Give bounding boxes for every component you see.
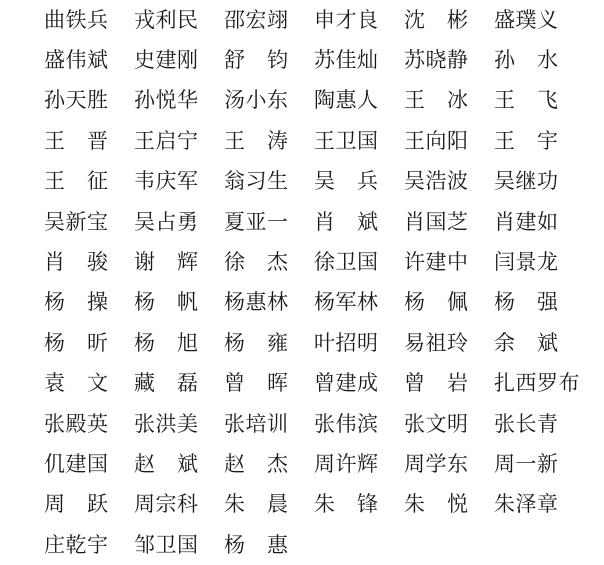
name-entry: 杨 操 bbox=[44, 290, 109, 315]
name-entry: 苏晓静 bbox=[404, 48, 469, 73]
name-entry: 王 冰 bbox=[404, 88, 469, 113]
name-entry: 杨 惠 bbox=[224, 532, 289, 557]
name-entry: 藏 磊 bbox=[134, 371, 199, 396]
name-entry: 朱 悦 bbox=[404, 492, 469, 517]
name-entry: 易祖玲 bbox=[404, 330, 469, 355]
name-entry: 张文明 bbox=[404, 411, 469, 436]
name-entry: 史建刚 bbox=[134, 48, 199, 73]
name-entry: 王向阳 bbox=[404, 128, 469, 153]
name-entry: 张洪美 bbox=[134, 411, 199, 436]
name-entry: 曾建成 bbox=[314, 371, 379, 396]
name-entry: 翁习生 bbox=[224, 169, 289, 194]
name-entry: 曾 晖 bbox=[224, 371, 289, 396]
name-entry: 陶惠人 bbox=[314, 88, 379, 113]
name-entry: 叶招明 bbox=[314, 330, 379, 355]
name-entry: 仉建国 bbox=[44, 451, 109, 476]
name-entry: 肖 斌 bbox=[314, 209, 379, 234]
name-entry: 杨军林 bbox=[314, 290, 379, 315]
name-entry: 庄乾宇 bbox=[44, 532, 109, 557]
name-entry: 孙天胜 bbox=[44, 88, 109, 113]
name-entry: 盛璞义 bbox=[494, 7, 559, 32]
name-entry: 余 斌 bbox=[494, 330, 559, 355]
name-entry: 杨 昕 bbox=[44, 330, 109, 355]
name-entry: 苏佳灿 bbox=[314, 48, 379, 73]
name-entry: 杨 帆 bbox=[134, 290, 199, 315]
name-entry: 朱 锋 bbox=[314, 492, 379, 517]
name-entry: 吴浩波 bbox=[404, 169, 469, 194]
name-entry: 袁 文 bbox=[44, 371, 109, 396]
name-entry: 申才良 bbox=[314, 7, 379, 32]
name-entry: 吴占勇 bbox=[134, 209, 199, 234]
name-entry: 韦庆军 bbox=[134, 169, 199, 194]
name-entry: 王 征 bbox=[44, 169, 109, 194]
name-entry: 杨 旭 bbox=[134, 330, 199, 355]
name-entry: 吴新宝 bbox=[44, 209, 109, 234]
name-entry: 吴继功 bbox=[494, 169, 559, 194]
name-entry: 曾 岩 bbox=[404, 371, 469, 396]
name-entry: 王启宁 bbox=[134, 128, 199, 153]
name-entry: 张培训 bbox=[224, 411, 289, 436]
name-entry: 朱 晨 bbox=[224, 492, 289, 517]
name-entry: 周学东 bbox=[404, 451, 469, 476]
name-entry: 吴 兵 bbox=[314, 169, 379, 194]
name-entry: 赵 斌 bbox=[134, 451, 199, 476]
name-entry: 周宗科 bbox=[134, 492, 199, 517]
name-entry: 周许辉 bbox=[314, 451, 379, 476]
name-entry: 曲铁兵 bbox=[44, 7, 109, 32]
name-entry: 汤小东 bbox=[224, 88, 289, 113]
name-entry: 杨 强 bbox=[494, 290, 559, 315]
name-entry: 杨 雍 bbox=[224, 330, 289, 355]
name-entry: 徐 杰 bbox=[224, 250, 289, 275]
name-entry: 王卫国 bbox=[314, 128, 379, 153]
name-entry: 孙 水 bbox=[494, 48, 559, 73]
name-entry: 周一新 bbox=[494, 451, 559, 476]
name-entry: 王 飞 bbox=[494, 88, 559, 113]
name-entry: 闫景龙 bbox=[494, 250, 559, 275]
name-entry: 王 宇 bbox=[494, 128, 559, 153]
name-entry: 王 晋 bbox=[44, 128, 109, 153]
name-list bbox=[44, 0, 604, 565]
name-entry: 张伟滨 bbox=[314, 411, 379, 436]
name-entry: 舒 钧 bbox=[224, 48, 289, 73]
name-entry: 谢 辉 bbox=[134, 250, 199, 275]
name-entry: 徐卫国 bbox=[314, 250, 379, 275]
name-entry: 戎利民 bbox=[134, 7, 199, 32]
name-entry: 许建中 bbox=[404, 250, 469, 275]
name-entry: 赵 杰 bbox=[224, 451, 289, 476]
name-entry: 盛伟斌 bbox=[44, 48, 109, 73]
name-entry: 周 跃 bbox=[44, 492, 109, 517]
name-entry: 沈 彬 bbox=[404, 7, 469, 32]
name-entry: 杨 佩 bbox=[404, 290, 469, 315]
name-entry: 朱泽章 bbox=[494, 492, 559, 517]
name-entry: 孙悦华 bbox=[134, 88, 199, 113]
name-entry: 张殿英 bbox=[44, 411, 109, 436]
name-entry: 肖建如 bbox=[494, 209, 559, 234]
name-entry: 肖 骏 bbox=[44, 250, 109, 275]
name-entry: 扎西罗布 bbox=[494, 371, 580, 396]
name-entry: 夏亚一 bbox=[224, 209, 289, 234]
name-entry: 邹卫国 bbox=[134, 532, 199, 557]
name-entry: 邵宏翊 bbox=[224, 7, 289, 32]
name-entry: 肖国芝 bbox=[404, 209, 469, 234]
name-entry: 王 涛 bbox=[224, 128, 289, 153]
name-entry: 张长青 bbox=[494, 411, 559, 436]
name-entry: 杨惠林 bbox=[224, 290, 289, 315]
